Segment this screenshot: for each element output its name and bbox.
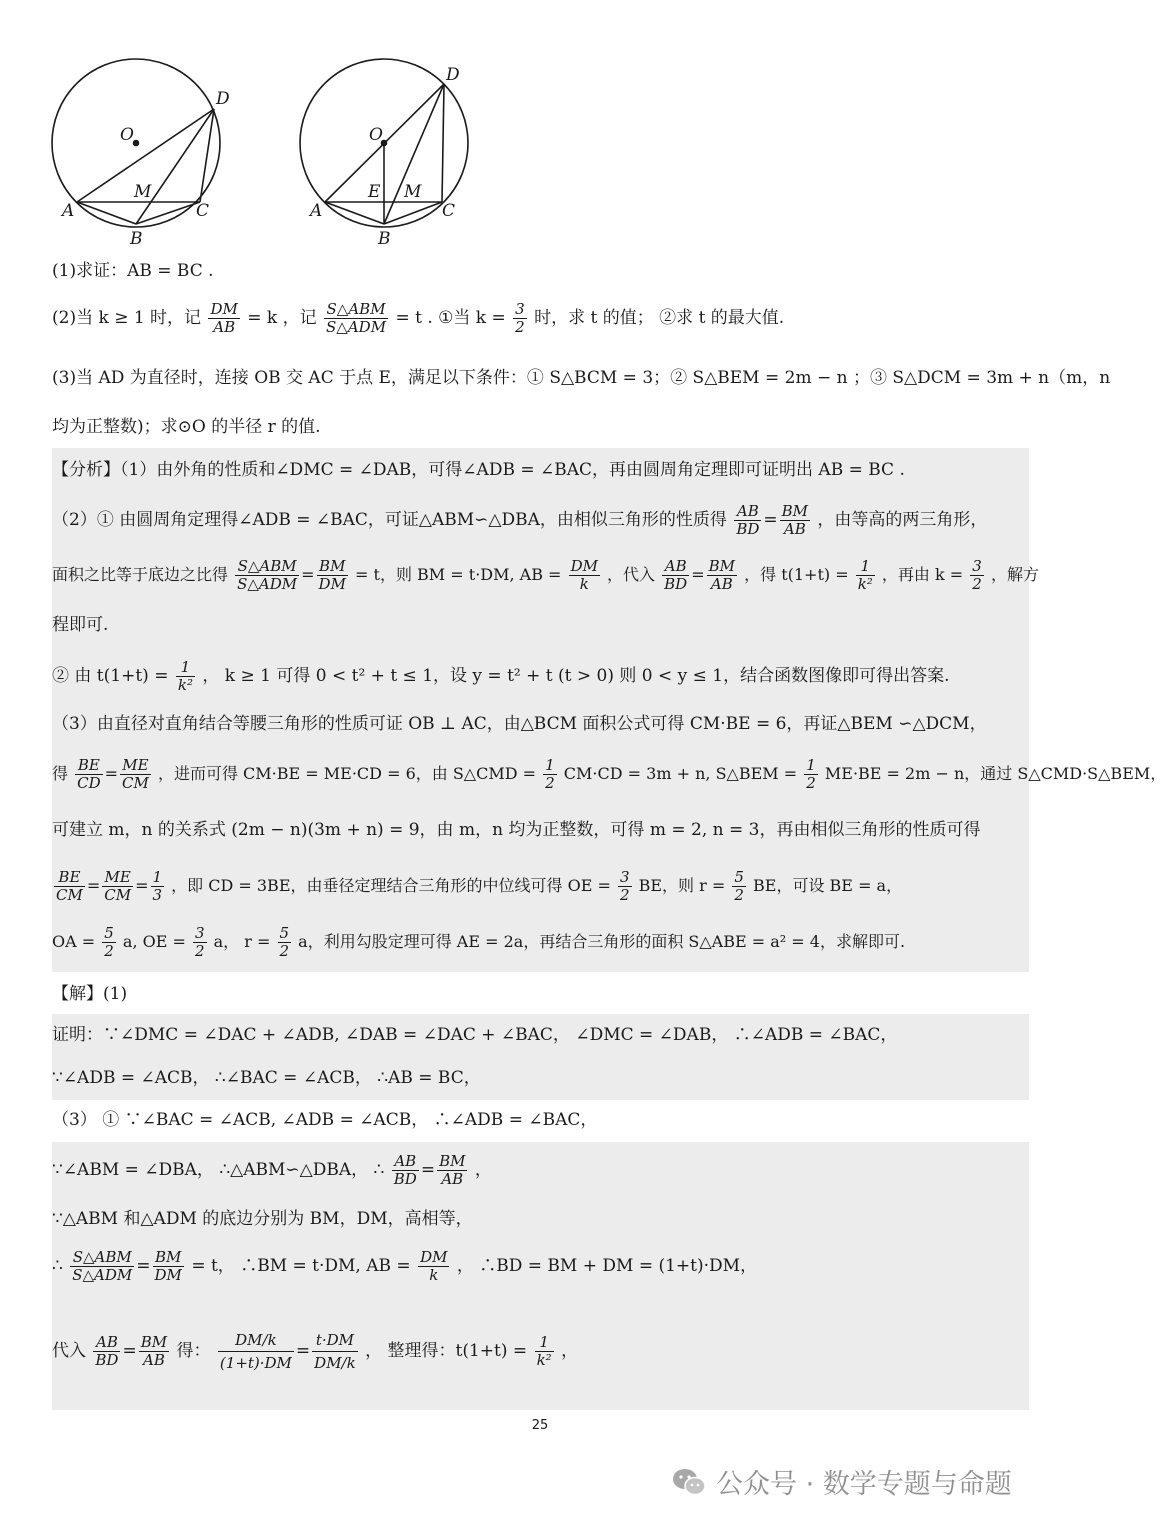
q2-text-a: (2)当 k ≥ 1 时，记 — [52, 308, 202, 328]
analysis-line-3: 面积之比等于底边之比得 $\frac{\text{S△ABM}}{\text{S△ADM}}$ = $\frac{BM}{DM}$ = t，则 BM = t·DM, AB = $\frac{DM}{k}$ ，代入 $\frac{AB}{BD}$ = $\frac{BM}{AB}$ ，得 t(1+t) = $\frac{1}{\text{k²}}$ ，再由 k = $\frac{3}{2}$ ，解方 — [52, 557, 1039, 593]
label-left-B: B — [130, 229, 143, 249]
q2-fraction-dm-ab: $\frac{DM}{AB}$ — [210, 300, 238, 336]
analysis-line-10: OA = $\frac{5}{2}$ a, OE = $\frac{3}{2}$ a， r = $\frac{5}{2}$ a，利用勾股定理可得 AE = 2a，再结合三角形的面积 S△ABE = a² = 4，求解即可. — [52, 924, 906, 960]
label-right-A: A — [310, 201, 323, 221]
analysis-line-6: （3）由直径对直角结合等腰三角形的性质可证 OB ⊥ AC，由△BCM 面积公式可得 CM·BE = 6，再证△BEM ∽△DCM， — [52, 714, 987, 734]
label-left-C: C — [196, 201, 210, 221]
solution-line-3: （3） ① ∵∠BAC = ∠ACB, ∠ADB = ∠ACB， ∴∠ADB = ∠BAC， — [52, 1110, 598, 1130]
label-right-D: D — [446, 65, 460, 85]
label-right-M: M — [404, 182, 422, 202]
analysis-line-4: 程即可. — [52, 615, 109, 635]
question-2 — [52, 300, 1029, 336]
solution-line-5: ∵△ABM 和△ADM 的底边分别为 BM，DM，高相等， — [52, 1209, 473, 1229]
label-left-M: M — [134, 182, 152, 202]
page-number: 25 — [531, 1418, 549, 1433]
q2-fraction-area: $\frac{\text{S△ABM}}{\text{S△ADM}}$ — [326, 300, 387, 336]
analysis-line-8: 可建立 m，n 的关系式 (2m − n)(3m + n) = 9，由 m，n 均为正整数，可得 m = 2, n = 3，再由相似三角形的性质可得 — [52, 820, 981, 840]
q2-text-c: = t . ①当 k = — [395, 308, 506, 328]
analysis-line-1: 【分析】（1）由外角的性质和∠DMC = ∠DAB，可得∠ADB = ∠BAC，再由圆周角定理即可证明出 AB = BC . — [52, 460, 905, 480]
label-right-E: E — [368, 182, 381, 202]
solution-heading: 【解】(1) — [52, 984, 128, 1004]
analysis-line-2: （2）① 由圆周角定理得∠ADB = ∠BAC，可证△ABM∽△DBA，由相似三角形的性质得 $\frac{AB}{BD}$ = $\frac{BM}{AB}$ ，由等高的两三角形， — [52, 502, 988, 538]
question-1: (1)求证：AB = BC . — [52, 261, 214, 281]
wechat-icon — [672, 1467, 706, 1497]
label-left-A: A — [62, 201, 75, 221]
label-left-D: D — [216, 89, 230, 109]
label-right-B: B — [378, 229, 391, 249]
solution-line-2: ∵∠ADB = ∠ACB， ∴∠BAC = ∠ACB， ∴AB = BC， — [52, 1068, 481, 1088]
label-right-C: C — [442, 201, 456, 221]
q2-text-b: = k ，记 — [247, 308, 317, 328]
label-left-O: O — [120, 125, 134, 145]
analysis-line-9: $\frac{BE}{CM}$ = $\frac{ME}{CM}$ = $\frac{1}{3}$ ，即 CD = 3BE，由垂径定理结合三角形的中位线可得 OE = $\frac{3}{2}$ BE，则 r = $\frac{5}{2}$ BE，可设 BE = a， — [56, 868, 903, 904]
solution-line-4: ∵∠ABM = ∠DBA， ∴△ABM∽△DBA， ∴ $\frac{AB}{BD}$ = $\frac{BM}{AB}$ ， — [52, 1152, 492, 1188]
analysis-line-5: ② 由 t(1+t) = $\frac{1}{\text{k²}}$ ， k ≥ 1 可得 0 < t² + t ≤ 1，设 y = t² + t (t > 0) 则 0 < y ≤ 1，结合函数图像即可得出答案. — [52, 658, 950, 694]
solution-line-1: 证明：∵∠DMC = ∠DAC + ∠ADB, ∠DAB = ∠DAC + ∠BAC， ∠DMC = ∠DAB， ∴∠ADB = ∠BAC， — [52, 1025, 898, 1045]
label-right-O: O — [369, 125, 383, 145]
question-3-line-1: (3)当 AD 为直径时，连接 OB 交 AC 于点 E，满足以下条件：① S△BCM = 3；② S△BEM = 2m − n ；③ S△DCM = 3m + n（m，n — [52, 368, 1111, 388]
q2-fraction-three-halves: $\frac{3}{2}$ — [515, 300, 525, 336]
watermark — [672, 1462, 1012, 1501]
question-3-line-2: 均为正整数)；求⊙O 的半径 r 的值. — [52, 417, 321, 437]
analysis-line-7: 得 $\frac{BE}{CD}$ = $\frac{ME}{CM}$ ，进而可得 CM·BE = ME·CD = 6，由 S△CMD = $\frac{1}{2}$ CM·CD = 3m + n, S△BEM = $\frac{1}{2}$ ME·BE = 2m − n，通过 S△CMD·S△BEM， — [52, 756, 1166, 792]
watermark-text: 公众号 · 数学专题与命题 — [716, 1469, 1012, 1500]
geometry-figures — [52, 52, 492, 252]
q2-text-d: 时，求 t 的值； ②求 t 的最大值. — [534, 308, 785, 328]
solution-line-6: ∴ $\frac{\text{S△ABM}}{\text{S△ADM}}$ = $\frac{BM}{DM}$ = t， ∴BM = t·DM, AB = $\frac{DM}{k}$ ， ∴BD = BM + DM = (1+t)·DM， — [52, 1248, 758, 1284]
solution-line-7: 代入 $\frac{AB}{BD}$ = $\frac{BM}{AB}$ 得： $\frac{DM/k}{(1+t)\cdot DM}$ = $\frac{t\cdot DM}{DM/k}$ ， 整理得：t(1+t) = $\frac{1}{\text{k²}}$ ， — [52, 1331, 579, 1372]
